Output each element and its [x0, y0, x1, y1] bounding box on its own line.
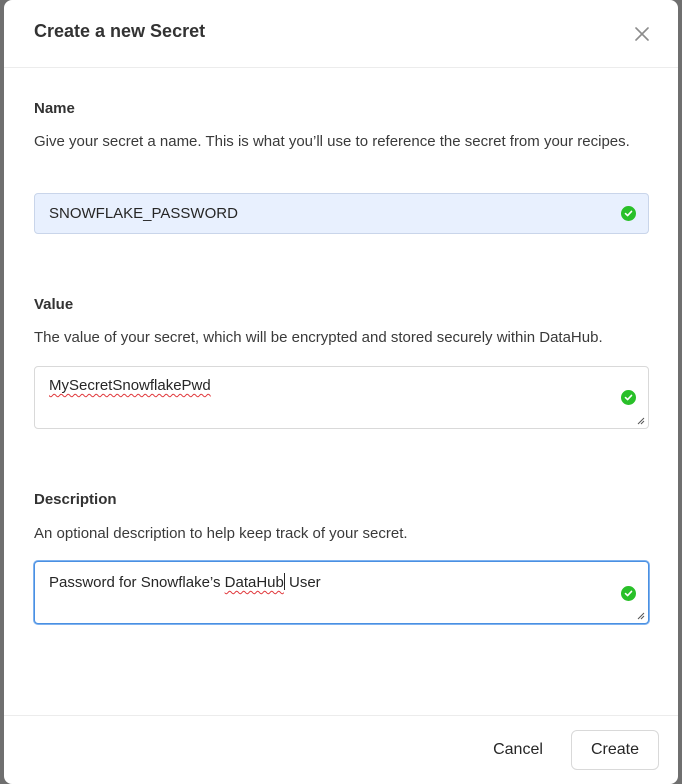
resize-grip-icon[interactable] [637, 417, 645, 425]
description-help-text: An optional description to help keep track of your secret. [34, 525, 408, 542]
description-label: Description [34, 491, 117, 508]
name-label: Name [34, 100, 75, 117]
cancel-button[interactable]: Cancel [482, 733, 554, 767]
check-circle-icon [621, 390, 636, 405]
name-input[interactable] [34, 193, 649, 234]
description-textarea[interactable] [34, 561, 649, 624]
close-button[interactable] [632, 24, 652, 44]
resize-grip-icon[interactable] [637, 612, 645, 620]
value-help-text: The value of your secret, which will be encrypted and stored securely within DataHub. [34, 329, 603, 346]
value-textarea-value: MySecretSnowflakePwd [49, 377, 211, 394]
value-textarea[interactable] [34, 366, 649, 429]
modal-footer [4, 715, 678, 784]
description-text-end: User [284, 574, 321, 591]
modal-title: Create a new Secret [34, 21, 206, 41]
description-text-misspelled: DataHub [224, 574, 284, 591]
check-circle-icon [621, 206, 636, 221]
create-secret-modal [4, 0, 678, 784]
create-button[interactable]: Create [571, 730, 659, 770]
value-label: Value [34, 296, 74, 313]
name-input-value: SNOWFLAKE_PASSWORD [49, 205, 238, 222]
check-circle-icon [621, 586, 636, 601]
description-textarea-value [49, 573, 321, 591]
modal-header [4, 0, 678, 68]
name-help-text: Give your secret a name. This is what you’ll use to reference the secret from your recipes. [34, 133, 630, 150]
close-icon [632, 24, 652, 44]
description-text-start: Password for Snowflake’s [49, 574, 225, 591]
